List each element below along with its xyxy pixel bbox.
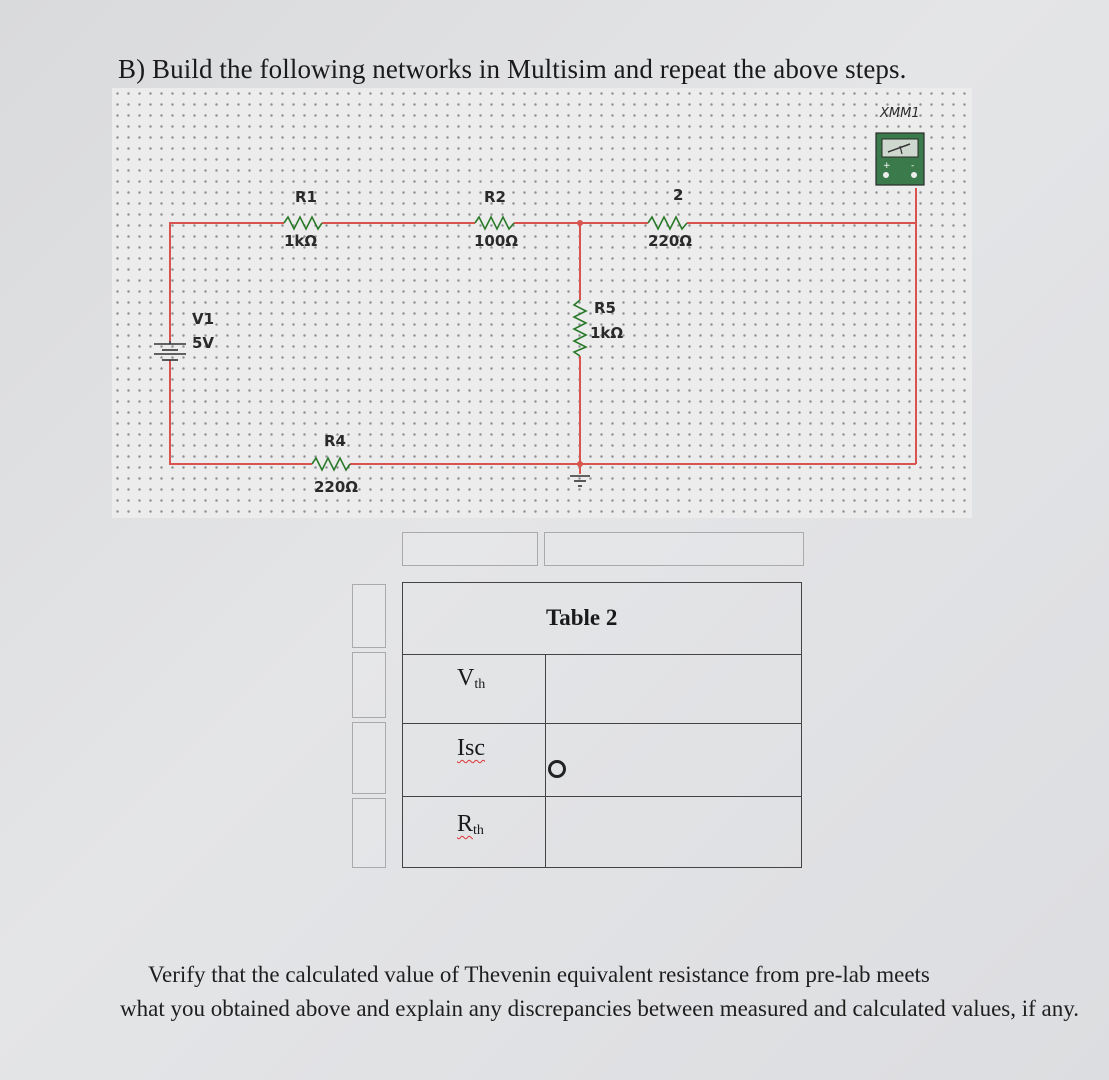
table-caption: Table 2 bbox=[546, 605, 618, 630]
section-heading: B) Build the following networks in Multisim and repeat the above steps. bbox=[118, 54, 907, 84]
r1-value: 1kΩ bbox=[284, 232, 318, 250]
v1-value: 5V bbox=[192, 334, 215, 352]
ghost-box bbox=[544, 532, 804, 566]
isc-label: Isc bbox=[457, 735, 485, 761]
svg-text:+: + bbox=[883, 161, 891, 171]
circuit-schematic bbox=[112, 88, 972, 518]
vth-value-cell[interactable] bbox=[547, 655, 801, 723]
r3-value: 220Ω bbox=[648, 232, 693, 250]
svg-text:-: - bbox=[911, 161, 915, 171]
r3-name: 2 bbox=[673, 186, 684, 204]
isc-value-cell[interactable] bbox=[547, 724, 801, 796]
v1-name: V1 bbox=[192, 310, 215, 328]
table-divider bbox=[545, 655, 546, 867]
circle-marker-icon bbox=[548, 760, 566, 778]
ghost-box bbox=[352, 798, 386, 868]
paragraph-line-1: Verify that the calculated value of Thevenin equivalent resistance from pre-lab meets bbox=[148, 962, 930, 987]
r4-value: 220Ω bbox=[314, 478, 359, 496]
r2-value: 100Ω bbox=[474, 232, 519, 250]
multimeter-icon bbox=[876, 133, 924, 185]
r2-name: R2 bbox=[484, 188, 506, 206]
results-table bbox=[402, 582, 802, 868]
circuit-wires bbox=[112, 88, 972, 518]
meter-name: XMM1 bbox=[880, 106, 920, 121]
ghost-box bbox=[352, 584, 386, 648]
r1-name: R1 bbox=[295, 188, 317, 206]
r5-name: R5 bbox=[594, 299, 616, 317]
instruction-paragraph bbox=[120, 958, 1100, 1026]
ghost-box bbox=[352, 652, 386, 718]
rth-label: $R_{th}$ bbox=[457, 811, 484, 838]
vth-label: $V_{th}$ bbox=[457, 665, 486, 692]
ghost-box bbox=[402, 532, 538, 566]
paragraph-rest: what you obtained above and explain any discrepancies between measured and calculated values, if any. bbox=[120, 996, 1080, 1021]
rth-value-cell[interactable] bbox=[547, 797, 801, 867]
ghost-box bbox=[352, 722, 386, 794]
r5-value: 1kΩ bbox=[590, 324, 624, 342]
r4-name: R4 bbox=[324, 432, 346, 450]
